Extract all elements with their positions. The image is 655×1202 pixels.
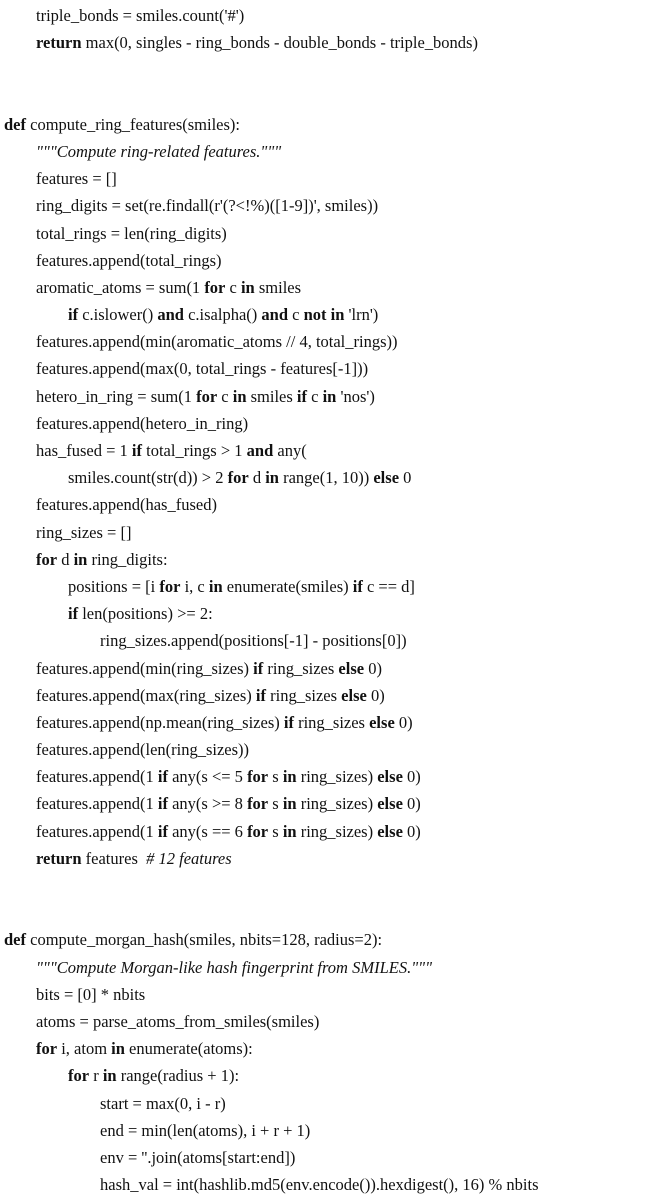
code-text: d bbox=[57, 549, 74, 569]
code-text: smiles.count(str(d)) > 2 bbox=[68, 468, 228, 488]
code-keyword: if bbox=[157, 767, 168, 787]
code-line bbox=[4, 845, 655, 872]
code-text: features.append(min(aromatic_atoms // 4, total_rings)) bbox=[36, 332, 398, 352]
code-text: i, atom bbox=[57, 1039, 112, 1059]
code-text: ring_sizes) bbox=[296, 767, 378, 787]
code-text: i, c bbox=[180, 576, 209, 596]
code-line bbox=[4, 655, 655, 682]
code-line bbox=[4, 491, 655, 518]
code-keyword: for bbox=[247, 821, 269, 841]
code-text: bits = [0] * nbits bbox=[36, 984, 146, 1004]
code-keyword: for bbox=[196, 386, 218, 406]
code-keyword: in bbox=[208, 576, 223, 596]
code-line bbox=[4, 519, 655, 546]
code-line bbox=[4, 818, 655, 845]
code-text: range(radius + 1): bbox=[116, 1066, 240, 1086]
code-text: features.append(len(ring_sizes)) bbox=[36, 740, 250, 760]
code-line bbox=[4, 1171, 655, 1198]
code-keyword: in bbox=[265, 468, 279, 488]
code-text: aromatic_atoms = sum(1 bbox=[36, 277, 205, 297]
code-line bbox=[4, 247, 655, 274]
code-line bbox=[4, 383, 655, 410]
code-text: features.append(total_rings) bbox=[36, 250, 222, 270]
code-text: 0) bbox=[402, 794, 421, 814]
code-text: end = min(len(atoms), i + r + 1) bbox=[100, 1120, 311, 1140]
code-keyword: and bbox=[157, 305, 184, 325]
code-line bbox=[4, 165, 655, 192]
code-line bbox=[4, 600, 655, 627]
code-keyword: if bbox=[68, 604, 79, 624]
code-keyword: else bbox=[377, 821, 403, 841]
code-line bbox=[4, 926, 655, 953]
code-keyword: in bbox=[282, 767, 297, 787]
code-text: c == d] bbox=[362, 576, 415, 596]
code-keyword: if bbox=[296, 386, 308, 406]
code-docstring: """Compute Morgan-like hash fingerprint from SMILES.""" bbox=[36, 957, 432, 977]
code-line bbox=[4, 546, 655, 573]
code-docstring: """Compute ring-related features.""" bbox=[36, 141, 282, 161]
code-line bbox=[4, 2, 655, 29]
code-line bbox=[4, 192, 655, 219]
code-text: compute_morgan_hash(smiles, nbits=128, radius=2): bbox=[26, 930, 383, 950]
code-text: any(s == 6 bbox=[167, 821, 248, 841]
code-line bbox=[4, 981, 655, 1008]
code-line bbox=[4, 56, 655, 83]
code-line bbox=[4, 464, 655, 491]
code-line bbox=[4, 899, 655, 926]
code-text: features.append(1 bbox=[36, 821, 158, 841]
code-keyword: return bbox=[36, 848, 82, 868]
code-line bbox=[4, 709, 655, 736]
code-text: ring_digits: bbox=[87, 549, 168, 569]
code-line bbox=[4, 138, 655, 165]
code-text: ring_sizes bbox=[263, 658, 339, 678]
code-text: 0 bbox=[399, 468, 412, 488]
code-text: len(positions) >= 2: bbox=[78, 604, 213, 624]
code-line bbox=[4, 1117, 655, 1144]
code-text: enumerate(atoms): bbox=[124, 1039, 253, 1059]
code-keyword: else bbox=[377, 794, 403, 814]
code-text: features = [] bbox=[36, 169, 117, 189]
code-text: hetero_in_ring = sum(1 bbox=[36, 386, 197, 406]
code-text: smiles bbox=[246, 386, 297, 406]
code-text: hash_val = int(hashlib.md5(env.encode()).hexdigest(), 16) % nbits bbox=[100, 1175, 539, 1195]
code-line bbox=[4, 29, 655, 56]
code-text: 0) bbox=[364, 658, 382, 678]
code-keyword: if bbox=[352, 576, 363, 596]
code-keyword: in bbox=[240, 277, 255, 297]
code-line bbox=[4, 111, 655, 138]
code-text: 0) bbox=[394, 712, 413, 732]
code-text: c bbox=[288, 305, 304, 325]
code-line bbox=[4, 328, 655, 355]
code-text: smiles bbox=[254, 277, 302, 297]
code-keyword: in bbox=[73, 549, 88, 569]
code-keyword: if bbox=[157, 794, 168, 814]
code-line bbox=[4, 437, 655, 464]
code-keyword: return bbox=[36, 33, 82, 53]
code-line bbox=[4, 573, 655, 600]
code-text: any(s >= 8 bbox=[167, 794, 248, 814]
code-text: 0) bbox=[402, 767, 421, 787]
code-line bbox=[4, 1035, 655, 1062]
code-keyword: and bbox=[261, 305, 289, 325]
code-text: s bbox=[268, 767, 283, 787]
code-text: has_fused = 1 bbox=[36, 441, 132, 460]
code-text: total_rings = len(ring_digits) bbox=[36, 223, 227, 243]
code-text: env = ''.join(atoms[start:end]) bbox=[100, 1147, 296, 1167]
code-keyword: else bbox=[341, 685, 367, 705]
code-keyword: else bbox=[338, 658, 365, 678]
code-line bbox=[4, 355, 655, 382]
code-keyword: if bbox=[255, 685, 266, 705]
code-text: ring_sizes bbox=[293, 712, 370, 732]
code-keyword: for bbox=[204, 277, 226, 297]
code-keyword: for bbox=[159, 576, 181, 596]
code-keyword: def bbox=[4, 114, 26, 134]
code-text: enumerate(smiles) bbox=[222, 576, 353, 596]
code-line bbox=[4, 84, 655, 111]
code-text: any(s <= 5 bbox=[167, 767, 248, 787]
code-text: features.append(min(ring_sizes) bbox=[36, 658, 254, 678]
code-text: range(1, 10)) bbox=[278, 468, 374, 488]
code-text: features.append(1 bbox=[36, 794, 158, 814]
code-line bbox=[4, 763, 655, 790]
code-keyword: for bbox=[68, 1066, 90, 1086]
code-text: 0) bbox=[402, 821, 421, 841]
code-comment: # 12 features bbox=[146, 848, 232, 868]
code-text: c bbox=[225, 277, 241, 297]
code-text: compute_ring_features(smiles): bbox=[26, 114, 240, 134]
code-text: any( bbox=[273, 441, 307, 460]
code-line bbox=[4, 627, 655, 654]
code-text: triple_bonds = smiles.count('#') bbox=[36, 6, 245, 25]
code-text: features.append(max(0, total_rings - features[-1])) bbox=[36, 359, 369, 379]
code-text: ring_sizes) bbox=[296, 794, 378, 814]
code-text: ring_sizes) bbox=[296, 821, 378, 841]
code-keyword: in bbox=[282, 794, 297, 814]
code-text: features.append(has_fused) bbox=[36, 495, 217, 515]
code-text: features.append(np.mean(ring_sizes) bbox=[36, 712, 284, 732]
code-keyword: for bbox=[36, 1039, 58, 1059]
code-text: total_rings > 1 bbox=[142, 441, 247, 460]
code-keyword: and bbox=[246, 441, 274, 460]
code-line bbox=[4, 1062, 655, 1089]
code-text: ring_sizes.append(positions[-1] - positions[0]) bbox=[100, 631, 407, 651]
code-keyword: in bbox=[282, 821, 297, 841]
code-text: ring_sizes = [] bbox=[36, 522, 132, 542]
code-text: d bbox=[248, 468, 266, 488]
code-text: start = max(0, i - r) bbox=[100, 1093, 226, 1113]
code-text: c bbox=[217, 386, 233, 406]
code-keyword: for bbox=[247, 794, 269, 814]
code-text: features.append(hetero_in_ring) bbox=[36, 413, 249, 433]
code-keyword: in bbox=[102, 1066, 117, 1086]
code-text: r bbox=[89, 1066, 103, 1086]
code-keyword: else bbox=[369, 712, 395, 732]
code-keyword: in bbox=[232, 386, 247, 406]
code-keyword: if bbox=[157, 821, 168, 841]
code-line bbox=[4, 1090, 655, 1117]
code-keyword: if bbox=[283, 712, 294, 732]
code-line bbox=[4, 954, 655, 981]
code-text: c.isalpha() bbox=[183, 305, 262, 325]
code-text: s bbox=[268, 821, 283, 841]
code-keyword: if bbox=[131, 441, 143, 460]
code-text: s bbox=[268, 794, 283, 814]
code-keyword: else bbox=[377, 767, 403, 787]
code-line bbox=[4, 410, 655, 437]
code-text: max(0, singles - ring_bonds - double_bonds - triple_bonds) bbox=[81, 33, 478, 53]
code-listing bbox=[4, 2, 655, 1198]
code-line bbox=[4, 274, 655, 301]
code-text: features bbox=[81, 848, 147, 868]
code-keyword: in bbox=[111, 1039, 125, 1059]
code-text: ring_digits = set(re.findall(r'(?<!%)([1-9])', smiles)) bbox=[36, 196, 379, 216]
code-text: features.append(1 bbox=[36, 767, 158, 787]
code-keyword: for bbox=[36, 549, 58, 569]
code-line bbox=[4, 872, 655, 899]
code-keyword: if bbox=[253, 658, 264, 678]
code-text: c bbox=[307, 386, 323, 406]
code-text: ring_sizes bbox=[266, 685, 342, 705]
code-keyword: not in bbox=[303, 305, 345, 325]
code-keyword: for bbox=[247, 767, 269, 787]
code-keyword: if bbox=[68, 305, 79, 325]
code-keyword: in bbox=[322, 386, 337, 406]
code-line bbox=[4, 1144, 655, 1171]
code-text: 'lrn') bbox=[344, 305, 379, 325]
code-text: c.islower() bbox=[78, 305, 158, 325]
code-line bbox=[4, 682, 655, 709]
code-line bbox=[4, 790, 655, 817]
code-text: 0) bbox=[366, 685, 385, 705]
code-line bbox=[4, 1008, 655, 1035]
code-line bbox=[4, 301, 655, 328]
code-keyword: def bbox=[4, 930, 26, 950]
code-text: 'nos') bbox=[336, 386, 375, 406]
code-line bbox=[4, 220, 655, 247]
code-keyword: for bbox=[227, 468, 249, 488]
code-text: features.append(max(ring_sizes) bbox=[36, 685, 256, 705]
code-text: atoms = parse_atoms_from_smiles(smiles) bbox=[36, 1011, 320, 1031]
code-text: positions = [i bbox=[68, 576, 160, 596]
code-line bbox=[4, 736, 655, 763]
code-keyword: else bbox=[373, 468, 400, 488]
